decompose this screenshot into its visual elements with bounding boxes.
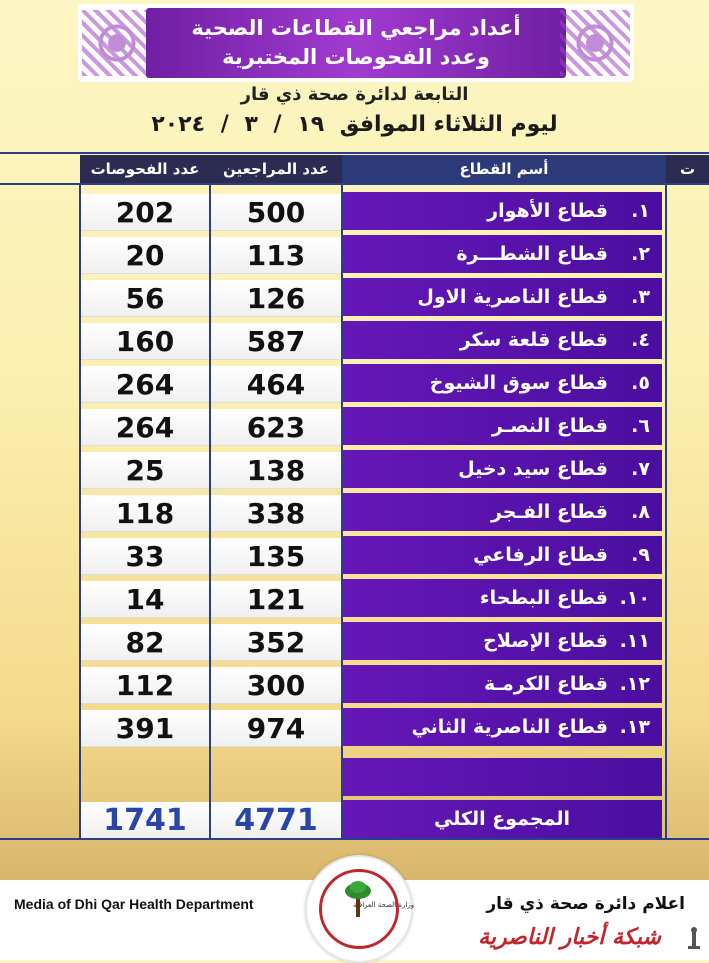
row-index: ٥.	[631, 372, 650, 394]
top-rule	[0, 152, 709, 154]
table-row	[0, 447, 709, 488]
ministry-logo	[305, 855, 413, 963]
date-sep-2: /	[220, 112, 229, 137]
table-row	[0, 232, 709, 273]
column-header-index: ت	[666, 155, 709, 183]
table-row	[0, 275, 709, 316]
sector-name: قطاع الرفاعي	[473, 544, 608, 566]
title-box	[146, 8, 566, 78]
column-header-visitors: عدد المراجعين	[210, 155, 342, 183]
grid-line	[341, 183, 343, 838]
sector-name: قطاع البطحاء	[479, 587, 608, 609]
visitors-cell: 121	[210, 581, 342, 618]
date-year: ٢٠٢٤	[151, 112, 206, 137]
sector-name-cell	[342, 235, 662, 273]
table-row	[0, 619, 709, 660]
footer-arabic: اعلام دائرة صحة ذي قار	[486, 894, 685, 914]
row-index: ٦.	[631, 415, 650, 437]
subtitle: التابعة لدائرة صحة ذي قار	[240, 84, 469, 105]
tests-cell: 112	[80, 667, 210, 704]
tests-cell: 14	[80, 581, 210, 618]
date-sep-1: /	[273, 112, 282, 137]
row-index: ١.	[631, 200, 650, 222]
visitors-cell: 352	[210, 624, 342, 661]
table-row	[0, 361, 709, 402]
tests-cell: 118	[80, 495, 210, 532]
row-index: ٣.	[631, 286, 650, 308]
visitors-cell: 135	[210, 538, 342, 575]
title-line-2: وعدد الفحوصات المختبرية	[222, 45, 490, 69]
emblem-icon	[685, 926, 703, 950]
sector-name: قطاع قلعة سكر	[459, 329, 608, 351]
blank-row-name	[342, 758, 662, 796]
sector-name: قطاع الناصرية الثاني	[411, 716, 608, 738]
sector-name: قطاع الشطـــرة	[456, 243, 608, 265]
sector-name: قطاع الكرمـة	[484, 673, 608, 695]
tests-cell: 82	[80, 624, 210, 661]
visitors-cell: 300	[210, 667, 342, 704]
sector-name-cell	[342, 622, 662, 660]
visitors-cell: 464	[210, 366, 342, 403]
total-tests: 1741	[80, 802, 210, 839]
table-row	[0, 662, 709, 703]
visitors-cell: 974	[210, 710, 342, 747]
bottom-rule	[0, 838, 709, 840]
table-row	[0, 490, 709, 531]
sector-name-cell	[342, 579, 662, 617]
sector-name: قطاع النصـر	[491, 415, 608, 437]
table-row	[0, 576, 709, 617]
tests-cell: 56	[80, 280, 210, 317]
visitors-cell: 138	[210, 452, 342, 489]
grid-line	[209, 183, 211, 838]
row-index: ٧.	[631, 458, 650, 480]
sector-name: قطاع سوق الشيوخ	[429, 372, 608, 394]
sector-name: قطاع الأهوار	[487, 200, 608, 222]
sector-name-cell	[342, 321, 662, 359]
date-prefix: ليوم الثلاثاء الموافق	[339, 112, 558, 137]
sector-name-cell	[342, 665, 662, 703]
brand-logo-text: شبكة أخبار الناصرية	[478, 924, 661, 950]
visitors-cell: 623	[210, 409, 342, 446]
column-header-tests: عدد الفحوصات	[80, 155, 210, 183]
table-row	[0, 189, 709, 230]
grid-line	[79, 183, 81, 838]
grid-line	[665, 183, 667, 838]
tests-cell: 25	[80, 452, 210, 489]
sector-name: قطاع الإصلاح	[483, 630, 608, 652]
table-row	[0, 705, 709, 746]
tests-cell: 33	[80, 538, 210, 575]
tests-cell: 160	[80, 323, 210, 360]
visitors-cell: 338	[210, 495, 342, 532]
sector-name-cell	[342, 278, 662, 316]
date-month: ٣	[244, 112, 258, 137]
table-row	[0, 404, 709, 445]
tests-cell: 264	[80, 409, 210, 446]
total-row	[0, 797, 709, 838]
sector-name: قطاع الناصرية الاول	[417, 286, 608, 308]
row-index: ١١.	[619, 630, 650, 652]
row-index: ١٢.	[619, 673, 650, 695]
tests-cell: 20	[80, 237, 210, 274]
visitors-cell: 126	[210, 280, 342, 317]
date-day: ١٩	[297, 112, 325, 137]
header-rule	[0, 183, 709, 185]
total-label: المجموع الكلي	[342, 800, 662, 838]
tests-cell: 391	[80, 710, 210, 747]
row-index: ٤.	[631, 329, 650, 351]
date-line	[0, 112, 709, 137]
title-line-1: أعداد مراجعي القطاعات الصحية	[191, 16, 521, 40]
visitors-cell: 113	[210, 237, 342, 274]
sector-name-cell	[342, 536, 662, 574]
row-index: ٨.	[631, 501, 650, 523]
sector-name-cell	[342, 450, 662, 488]
row-index: ٩.	[631, 544, 650, 566]
footer-english: Media of Dhi Qar Health Department	[14, 896, 254, 912]
sector-name-cell	[342, 708, 662, 746]
visitors-cell: 500	[210, 194, 342, 231]
row-index: ١٣.	[619, 716, 650, 738]
tests-cell: 264	[80, 366, 210, 403]
row-index: ٢.	[631, 243, 650, 265]
sector-name-cell	[342, 364, 662, 402]
visitors-cell: 587	[210, 323, 342, 360]
tests-cell: 202	[80, 194, 210, 231]
sector-name: قطاع سيد دخيل	[458, 458, 608, 480]
palm-tree-icon	[343, 879, 373, 919]
sector-name-cell	[342, 192, 662, 230]
total-visitors: 4771	[210, 802, 342, 839]
logo-caption: وزارة الصحة العراقية	[353, 901, 415, 909]
column-header-sector: أسم القطاع	[342, 155, 666, 183]
title-banner	[78, 4, 634, 82]
table-row	[0, 533, 709, 574]
row-index: ١٠.	[619, 587, 650, 609]
sector-name: قطاع الفـجر	[490, 501, 608, 523]
table-row	[0, 318, 709, 359]
sector-name-cell	[342, 493, 662, 531]
sector-name-cell	[342, 407, 662, 445]
